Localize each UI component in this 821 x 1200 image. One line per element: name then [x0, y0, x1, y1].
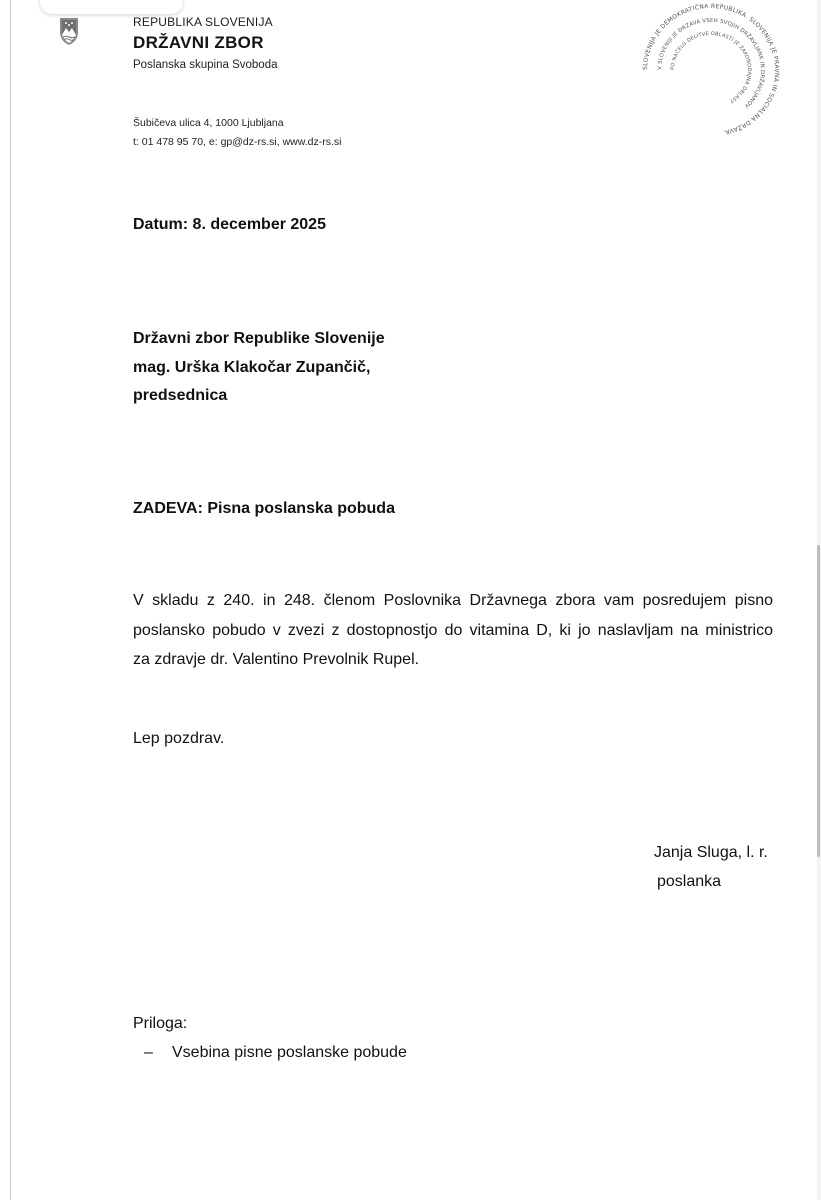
seal-text-inner: PO NAČELU DELITVE OBLASTI JE ZAKONODAJNA OBLAST — [669, 30, 753, 104]
scrollbar[interactable] — [817, 0, 821, 1200]
attachment-bullet: – — [144, 1044, 153, 1061]
signer-title: poslanka — [657, 873, 722, 890]
letter-date: Datum: 8. december 2025 — [133, 216, 326, 233]
header-address: Šubičeva ulica 4, 1000 Ljubljana — [133, 117, 284, 129]
body-line: V skladu z 240. in 248. členom Poslovnika Državnega zbora vam posredujem pisno — [133, 592, 773, 609]
scrollbar-thumb[interactable] — [817, 545, 820, 857]
coat-of-arms-icon — [58, 16, 80, 46]
svg-text:PO NAČELU DELITVE OBLASTI JE Z — [670, 31, 752, 104]
header-contact: t: 01 478 95 70, e: gp@dz-rs.si, www.dz-rs.si — [133, 136, 342, 148]
header-republic: REPUBLIKA SLOVENIJA — [133, 15, 273, 29]
attachment-label: Priloga: — [133, 1015, 188, 1032]
recipient-institution: Državni zbor Republike Slovenije — [133, 330, 385, 347]
letter-greeting: Lep pozdrav. — [133, 730, 225, 747]
attachment-item: Vsebina pisne poslanske pobude — [172, 1044, 407, 1061]
recipient-role: predsednica — [133, 387, 228, 404]
body-line: poslansko pobudo v zvezi z dostopnostjo do vitamina D, ki jo naslavljam na ministrico — [133, 621, 773, 639]
seal-text-middle: V SLOVENIJI JE DRŽAVA VSEH SVOJIH DRŽAVLJANK IN DRŽAVLJANOV — [656, 17, 766, 109]
constitution-seal-icon — [632, 3, 790, 137]
recipient-name: mag. Urška Klakočar Zupančič, — [133, 359, 371, 376]
signer-name: Janja Sluga, l. r. — [654, 844, 768, 861]
top-tab-handle[interactable] — [40, 0, 183, 14]
seal-text-outer: SLOVENIJA JE DEMOKRATIČNA REPUBLIKA. SLOVENIJA JE PRAVNA IN SOCIALNA DRŽAVA. — [641, 3, 781, 136]
letter-subject: ZADEVA: Pisna poslanska pobuda — [133, 500, 395, 517]
body-line: za zdravje dr. Valentino Prevolnik Rupel. — [133, 651, 420, 668]
letter-body — [133, 586, 773, 675]
header-assembly: DRŽAVNI ZBOR — [133, 33, 264, 52]
header-group: Poslanska skupina Svoboda — [133, 59, 278, 71]
page-edge — [10, 0, 11, 1200]
